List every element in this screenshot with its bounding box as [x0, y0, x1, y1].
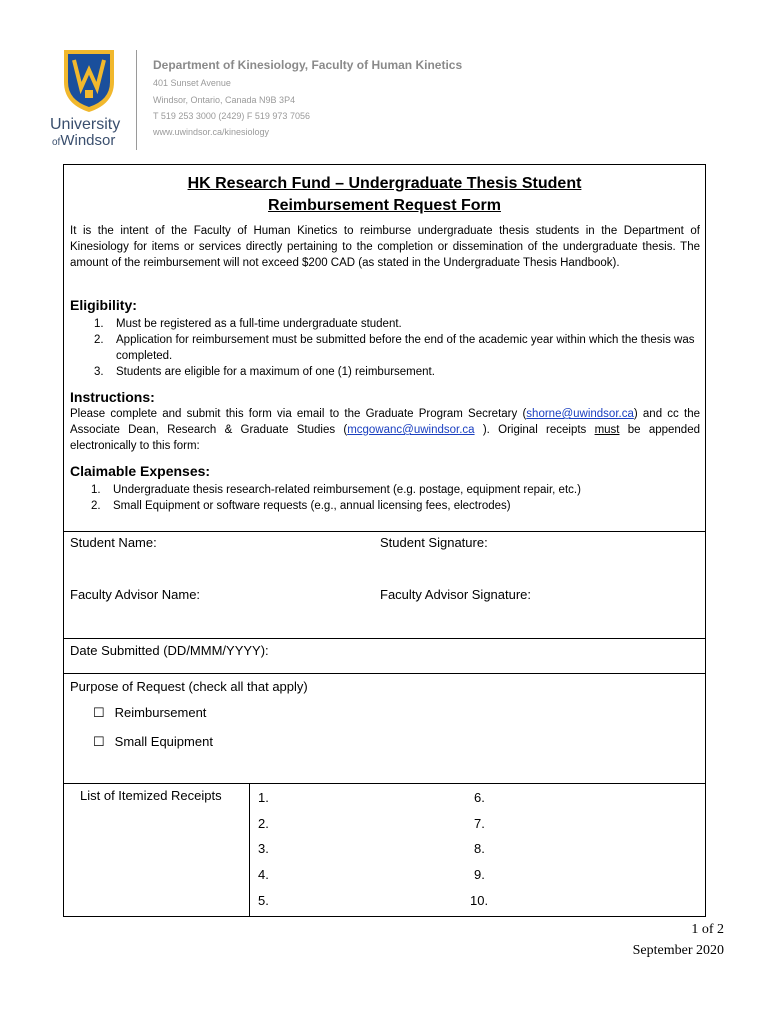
- instructions-heading: Instructions:: [70, 389, 155, 405]
- checkbox-icon: ☐: [93, 705, 105, 720]
- receipt-line[interactable]: 7.: [474, 816, 485, 831]
- shield-crest-icon: [60, 46, 118, 114]
- address-line-1: 401 Sunset Avenue: [153, 78, 231, 88]
- department-name: Department of Kinesiology, Faculty of Human Kinetics: [153, 58, 463, 72]
- claimable-item: 1. Undergraduate thesis research-related reimbursement (e.g. postage, equipment repair, etc.): [91, 484, 581, 496]
- checkbox-icon: ☐: [93, 734, 105, 749]
- eligibility-heading: Eligibility:: [70, 297, 137, 313]
- address-line-2: Windsor, Ontario, Canada N9B 3P4: [153, 95, 296, 105]
- university-logo: [50, 46, 130, 150]
- claimable-item: 2. Small Equipment or software requests (e.g., annual licensing fees, electrodes): [91, 500, 511, 512]
- student-signature-field[interactable]: Student Signature:: [380, 535, 488, 550]
- receipt-line[interactable]: 9.: [474, 867, 485, 882]
- divider: [63, 673, 706, 674]
- associate-dean-email-link[interactable]: mcgowanc@uwindsor.ca: [347, 424, 475, 436]
- receipt-line[interactable]: 2.: [258, 816, 269, 831]
- advisor-name-field[interactable]: Faculty Advisor Name:: [70, 587, 201, 602]
- small-equipment-checkbox[interactable]: ☐ Small Equipment: [93, 734, 213, 749]
- intro-paragraph: It is the intent of the Faculty of Human Kinetics to reimburse undergraduate thesis students in the Department of Kinesiology for items or services directly pertaining to the completion or dissemination of the undergraduate thesis. The amount of the reimbursement will not exceed $200 CAD (as stated in the Undergraduate Thesis Handbook).: [70, 225, 700, 269]
- form-title-line-2: Reimbursement Request Form: [268, 197, 501, 214]
- date-submitted-field[interactable]: Date Submitted (DD/MMM/YYYY):: [70, 643, 269, 658]
- receipt-line[interactable]: 4.: [258, 867, 269, 882]
- eligibility-item: 2. Application for reimbursement must be submitted before the end of the academic year within which the thesis was completed.: [94, 334, 695, 362]
- eligibility-item: 1. Must be registered as a full-time undergraduate student.: [94, 318, 402, 330]
- website-url: www.uwindsor.ca/kinesiology: [153, 127, 270, 137]
- header-divider: [136, 50, 137, 150]
- divider: [63, 531, 706, 532]
- purpose-label: Purpose of Request (check all that apply): [70, 679, 308, 694]
- form-title-line-1: HK Research Fund – Undergraduate Thesis Student: [187, 175, 582, 192]
- receipt-line[interactable]: 8.: [474, 841, 485, 856]
- logo-text-university: University: [50, 116, 121, 133]
- eligibility-item: 3. Students are eligible for a maximum of one (1) reimbursement.: [94, 366, 435, 378]
- receipt-line[interactable]: 6.: [474, 790, 485, 805]
- page-number: 1 of 2: [691, 922, 724, 937]
- secretary-email-link[interactable]: shorne@uwindsor.ca: [526, 408, 634, 420]
- reimbursement-checkbox[interactable]: ☐ Reimbursement: [93, 705, 207, 720]
- receipt-line[interactable]: 10.: [470, 893, 489, 908]
- phone-fax: T 519 253 3000 (2429) F 519 973 7056: [153, 111, 310, 121]
- receipts-label: List of Itemized Receipts: [80, 788, 222, 803]
- student-name-field[interactable]: Student Name:: [70, 535, 157, 550]
- divider: [63, 783, 706, 784]
- receipt-line[interactable]: 1.: [258, 790, 269, 805]
- logo-text-windsor: ofWindsor: [52, 132, 116, 149]
- advisor-signature-field[interactable]: Faculty Advisor Signature:: [380, 587, 532, 602]
- receipt-line[interactable]: 5.: [258, 893, 269, 908]
- revision-date: September 2020: [632, 943, 724, 958]
- receipts-column-divider: [249, 783, 250, 917]
- receipt-line[interactable]: 3.: [258, 841, 269, 856]
- divider: [63, 638, 706, 639]
- claimable-expenses-heading: Claimable Expenses:: [70, 463, 211, 479]
- instructions-paragraph: Please complete and submit this form via email to the Graduate Program Secretary (shorne@uwindsor.ca) and cc the Associate Dean, Research & Graduate Studies (mcgowanc@uwindsor.ca ). Original receipts must be appended electronically to this form:: [70, 408, 700, 452]
